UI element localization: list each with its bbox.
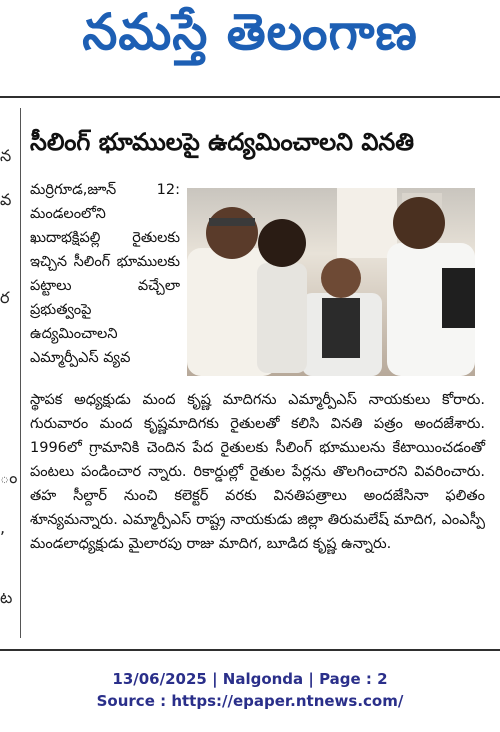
footer-date-edition: 13/06/2025 | Nalgonda | Page : 2 [112, 670, 388, 688]
left-fragment: న [0, 146, 12, 165]
article-body-wide: స్థాపక అధ్యక్షుడు మంద కృష్ణ మాదిగను ఎమ్మార్పీఎస్ నాయకులు కోరారు. గురువారం మంద కృష్ణమాదిగకు రైతులతో కలిసి వినతి పత్రం అందజేశారు. 1996లో గ్రామానికి చెందిన పేద రైతులకు సీలింగ్ భూములను కేటాయించడంతో పంటలు పండించార న్నారు. రికార్డుల్లో రైతుల పేర్లను తొలగించారని వివరించారు. తహ సీల్దార్ నుంచి కలెక్టర్ వరకు వినతిపత్రాలు అందజేసినా ఫలితం శూన్యమన్నారు. ఎమ్మార్పీఎస్ రాష్ట్ర నాయకుడు జిల్లా తిరుమలేష్ మాదిగ, ఎంఎస్పీ మండలాధ్యక్షుడు మైలారపు రాజు మాదిగ, బూడిద కృష్ణ ఉన్నారు. [30, 392, 485, 552]
left-fragment: వ [0, 190, 12, 209]
footer [0, 668, 500, 712]
top-rule [0, 96, 500, 98]
left-fragment: ర [0, 288, 10, 307]
footer-rule [0, 649, 500, 651]
article-body-narrow [30, 178, 180, 370]
left-fragment: ట [0, 588, 13, 607]
article-headline: సీలింగ్ భూములపై ఉద్యమించాలని వినతి [30, 128, 415, 156]
article-dateline: మర్రిగూడ,జూన్ 12: [30, 182, 180, 198]
left-column-fragments [0, 138, 18, 638]
footer-source-link[interactable]: Source : https://epaper.ntnews.com/ [96, 692, 404, 710]
masthead-title: నమస్తే తెలంగాణ [82, 2, 418, 61]
column-divider [20, 108, 21, 638]
article-photo [187, 188, 475, 376]
photo-illustration [187, 188, 475, 376]
left-fragment: , [0, 518, 6, 537]
article-body-text-1: మండలంలోని ఖుదాభక్షిపల్లి రైతులకు ఇచ్చిన సీలింగ్ భూములకు పట్టాలు వచ్చేలా ప్రభుత్వంపై ఉద్యమించాలని ఎమ్మార్పీఎస్ వ్యవ [30, 206, 180, 366]
left-fragment: ం [0, 468, 18, 487]
